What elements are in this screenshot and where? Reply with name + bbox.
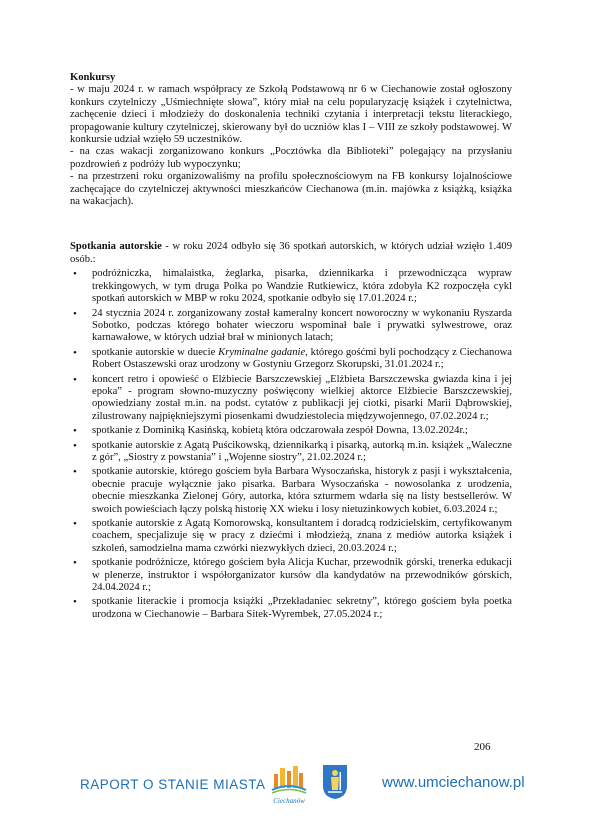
spotkania-intro-text: - w roku 2024 odbyło się 36 spotkań autorskich, w których udział wzięło 1.409 osób.:	[70, 241, 513, 265]
bullet-icon: •	[73, 373, 77, 386]
coat-of-arms-icon	[322, 764, 348, 800]
bullet-icon: •	[73, 439, 77, 452]
konkursy-paragraph: - na czas wakacji zorganizowano konkurs „Pocztówka dla Biblioteki” polegający na przysłaniu pozdrowień z podróży lub wypoczynku;	[70, 146, 512, 170]
event-list	[70, 268, 512, 621]
list-item: • spotkanie autorskie, którego gościem była Barbara Wysoczańska, historyk z pasji i wykształcenia, obecnie pracuje wyłącznie jako pisarka. Barbara Wysoczańska - nowosolanka z urodzenia, obecnie mieszkanka Zielonej Góry, autorka, która szturmem wdarła się na listy bestsellerów. W swoich powieściach łączy polską historię XX wieku i losy nietuzinkowych kobiet, 6.03.2024 r.;	[73, 466, 512, 515]
footer-website-url: www.umciechanow.pl	[382, 774, 525, 791]
list-item: • spotkanie autorskie z Agatą Komorowską, konsultantem i doradcą rodzicielskim, certyfikowanym coachem, specjalizuje się w pracy z dziećmi i młodzieżą, znana z mediów autorka książek i szkoleń, samodzielna mama czwórki niezwykłych dzieci, 20.03.2024 r.;	[73, 518, 512, 554]
list-item: • koncert retro i opowieść o Elżbiecie Barszczewskiej „Elżbieta Barszczewska gwiazda kina i jej epoka” - program słowno-muzyczny poświęcony wielkiej aktorce Elżbiecie Barszczewskiej, opowiedziany został m.in. na podst. cytatów z publikacji jej ciotki, pisarki Marii Dąbrowskiej, zilustrowany najpiękniejszymi piosenkami dwudziestolecia międzywojennego, 07.02.2024 r.;	[73, 373, 512, 422]
bullet-icon: •	[73, 268, 77, 281]
bullet-icon: •	[73, 307, 77, 320]
ciechanow-city-logo-icon	[268, 762, 310, 806]
footer	[0, 760, 594, 820]
event-title-italic: Kryminalne gadanie	[218, 346, 306, 358]
logo-wordmark: Ciechanów	[273, 797, 305, 805]
list-item: • 24 stycznia 2024 r. zorganizowany został kameralny koncert noworoczny w wykonaniu Ryszarda Sobotko, podczas którego bohater wieczoru wspominał bale i prywatki sylwestrowe, oraz karnawałowe, w których udział brał w minionych latach;	[73, 307, 512, 344]
footer-report-title: RAPORT O STANIE MIASTA	[80, 777, 266, 792]
list-item: • spotkanie podróżnicze, którego gościem była Alicja Kuchar, przewodnik górski, trenerka edukacji w plenerze, instruktor i współorganizator kursów dla kandydatów na przewodników górskich, 24.04.2024 r.;	[73, 557, 512, 594]
bullet-icon: •	[73, 596, 77, 609]
section-heading-spotkania: Spotkania autorskie	[70, 241, 162, 253]
document-body	[70, 72, 512, 623]
page-number: 206	[474, 741, 491, 753]
list-item: • spotkanie autorskie w duecie Kryminalne gadanie, którego gośćmi byli pochodzący z Ciechanowa Robert Ostaszewski oraz urodzony w Gostyniu Grzegorz Skorupski, 31.01.2024 r.;	[73, 346, 512, 371]
section-heading-konkursy: Konkursy	[70, 72, 116, 83]
spotkania-intro	[70, 241, 512, 266]
bullet-icon: •	[73, 557, 77, 570]
section-spacer	[70, 208, 512, 241]
list-item: • podróżniczka, himalaistka, żeglarka, pisarka, dziennikarka i przewodnicząca wypraw trekkingowych, w tym druga Polka po Wandzie Rutkiewicz, która zdobyła K2 rozpoczęła cykl spotkań autorskich w MBP w roku 2024, spotkanie odbyło się 17.01.2024 r.;	[73, 268, 512, 305]
list-item: • spotkanie literackie i promocja książki „Przekładaniec sekretny”, którego gościem była poetka urodzona w Ciechanowie – Barbara Sitek-Wyrembek, 27.05.2024 r.;	[73, 596, 512, 620]
list-item: • spotkanie autorskie z Agatą Puścikowską, dziennikarką i pisarką, autorką m.in. książek „Waleczne z gór”, „Siostry z powstania” i „Wojenne siostry”, 21.02.2024 r.;	[73, 439, 512, 463]
bullet-icon: •	[73, 425, 77, 438]
bullet-icon: •	[73, 346, 77, 359]
bullet-icon: •	[73, 466, 77, 479]
konkursy-paragraph: - na przestrzeni roku organizowaliśmy na profilu społecznościowym na FB konkursy lojalnościowe zachęcające do czytelniczej aktywności mieszkańców Ciechanowa (m.in. majówka z książką, książka na wakacjach).	[70, 171, 512, 208]
konkursy-paragraph: - w maju 2024 r. w ramach współpracy ze Szkołą Podstawową nr 6 w Ciechanowie został ogłoszony konkurs czytelniczy „Uśmiechnięte słowa”, który miał na celu popularyzację książek i czytelnictwa, zachęcenie dzieci i młodzieży do doskonalenia techniki czytania i interpretacji tekstu literackiego, propagowanie kultury czytelniczej, skierowany był do uczniów klas I – VIII ze szkoły podstawowej. W konkursie udział wzięło 59 uczestników.	[70, 84, 512, 146]
bullet-icon: •	[73, 518, 77, 530]
list-item: • spotkanie z Dominiką Kasińską, kobietą która odczarowała zespół Downa, 13.02.2024r.;	[73, 425, 468, 438]
